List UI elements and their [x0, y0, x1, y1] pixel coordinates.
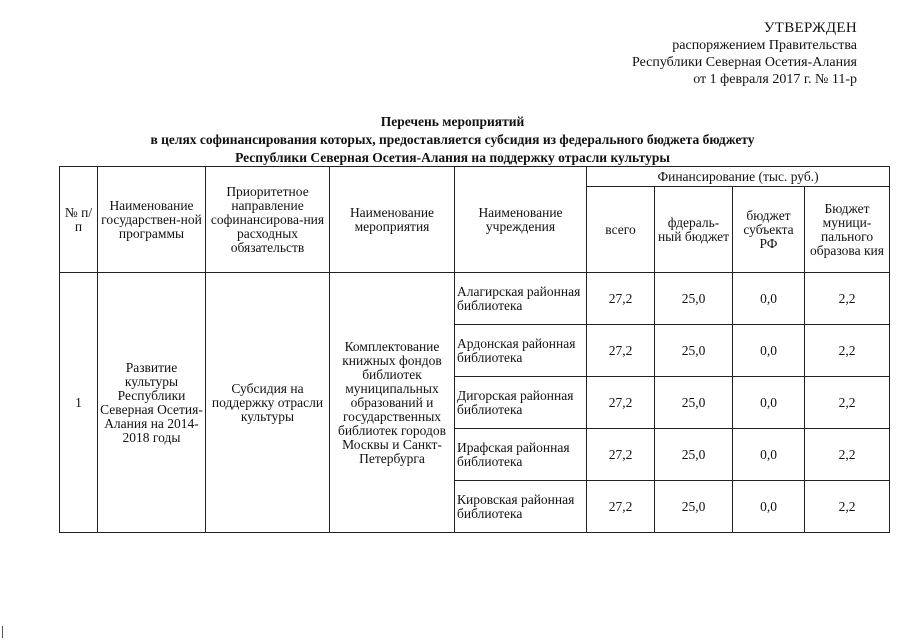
value-subject: 0,0 — [733, 481, 805, 533]
header-event: Наименование мероприятия — [330, 167, 455, 273]
row-num: 1 — [60, 273, 98, 533]
row-event: Комплектование книжных фондов библиотек муниципальных образований и государственных библиотек городов Москвы и Санкт-Петербурга — [330, 273, 455, 533]
library-name: Алагирская районная библиотека — [455, 273, 587, 325]
approval-order-line: распоряжением Правительства — [672, 38, 857, 53]
approval-heading: УТВЕРЖДЕН — [763, 20, 857, 36]
value-total: 27,2 — [587, 377, 655, 429]
header-num: № п/п — [60, 167, 98, 273]
value-federal: 25,0 — [655, 481, 733, 533]
value-total: 27,2 — [587, 429, 655, 481]
title-line-1: Перечень мероприятий — [380, 114, 525, 129]
title-line-3: Республики Северная Осетия-Алания на поддержку отрасли культуры — [235, 150, 670, 165]
row-direction: Субсидия на поддержку отрасли культуры — [206, 273, 330, 533]
value-federal: 25,0 — [655, 325, 733, 377]
library-name: Дигорская районная библиотека — [455, 377, 587, 429]
value-subject: 0,0 — [733, 273, 805, 325]
value-subject: 0,0 — [733, 429, 805, 481]
value-total: 27,2 — [587, 273, 655, 325]
title-line-2: в целях софинансирования которых, предоставляется субсидия из федерального бюджета бюджету — [150, 132, 755, 147]
header-federal: фдераль-ный бюджет — [655, 187, 733, 273]
header-institution: Наименование учреждения — [455, 167, 587, 273]
value-municipal: 2,2 — [805, 481, 890, 533]
header-total: всего — [587, 187, 655, 273]
value-municipal: 2,2 — [805, 273, 890, 325]
value-total: 27,2 — [587, 325, 655, 377]
header-program: Наименование государствен-ной программы — [98, 167, 206, 273]
header-direction: Приоритетное направление софинансирова-ния расходных обязательств — [206, 167, 330, 273]
approval-block — [557, 20, 857, 88]
header-financing: Финансирование (тыс. руб.) — [587, 167, 890, 187]
value-federal: 25,0 — [655, 429, 733, 481]
value-municipal: 2,2 — [805, 429, 890, 481]
approval-government-line: Республики Северная Осетия-Алания — [632, 55, 857, 70]
value-federal: 25,0 — [655, 377, 733, 429]
events-table — [59, 166, 890, 533]
header-subject: бюджет субъекта РФ — [733, 187, 805, 273]
approval-date-line: от 1 февраля 2017 г. № 11-р — [693, 72, 857, 87]
row-program: Развитие культуры Республики Северная Осетия-Алания на 2014-2018 годы — [98, 273, 206, 533]
library-name: Ардонская районная библиотека — [455, 325, 587, 377]
value-municipal: 2,2 — [805, 377, 890, 429]
value-subject: 0,0 — [733, 325, 805, 377]
value-subject: 0,0 — [733, 377, 805, 429]
table-row — [60, 273, 890, 325]
value-total: 27,2 — [587, 481, 655, 533]
scan-edge-mark — [2, 626, 3, 638]
library-name: Ирафская районная библиотека — [455, 429, 587, 481]
library-name: Кировская районная библиотека — [455, 481, 587, 533]
value-federal: 25,0 — [655, 273, 733, 325]
header-municipal: Бюджет муници-пального образова кия — [805, 187, 890, 273]
value-municipal: 2,2 — [805, 325, 890, 377]
document-title — [40, 113, 865, 167]
